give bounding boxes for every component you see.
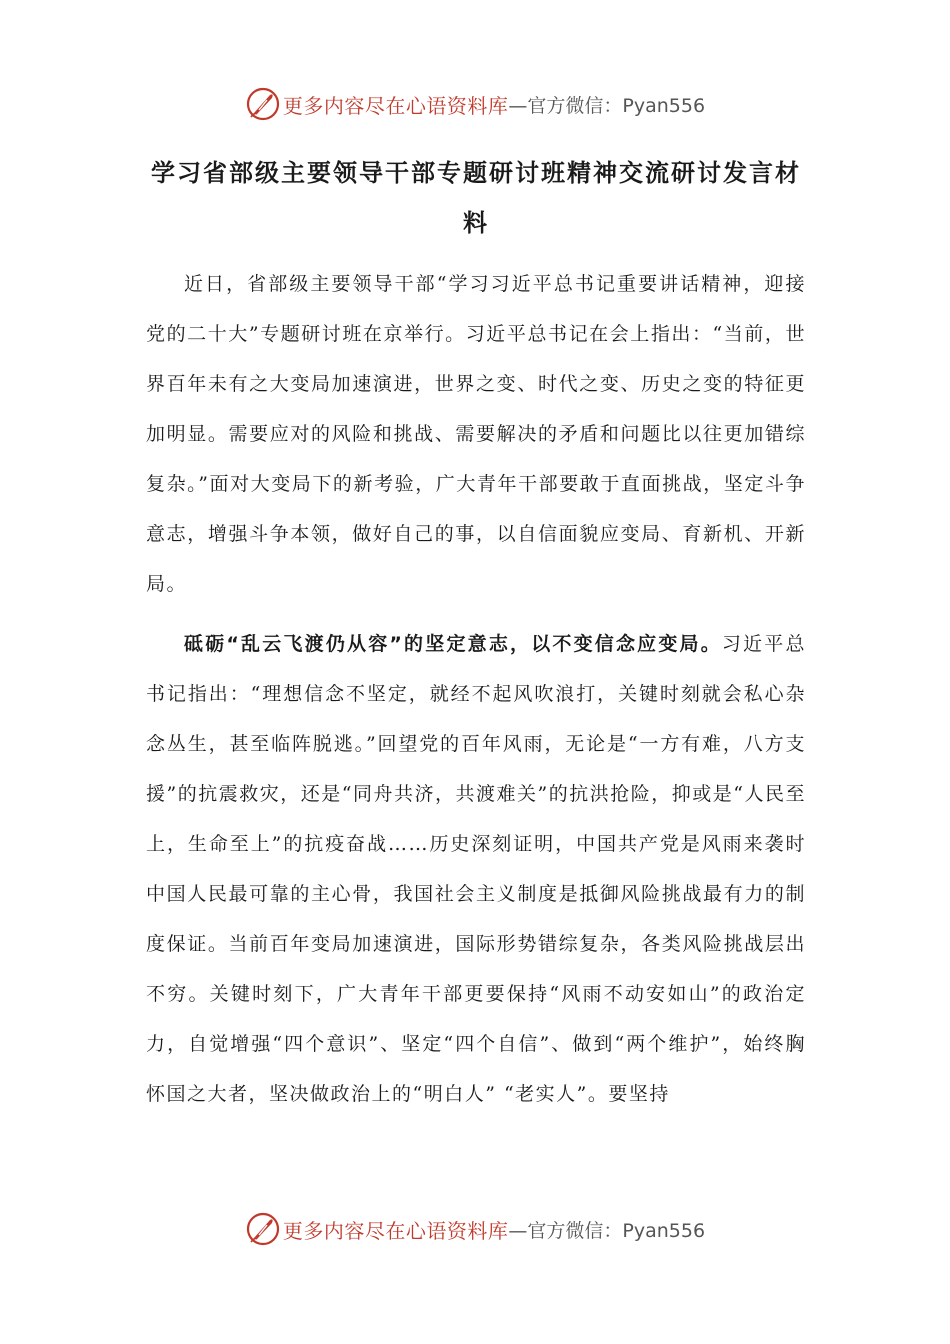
paragraph-text: 近日，省部级主要领导干部“学习习近平总书记重要讲话精神，迎接党的二十大”专题研讨班在京举行。习近平总书记在会上指出：“当前，世界百年未有之大变局加速演进，世界之变、时代之变、历史之变的特征更加明显。需要应对的风险和挑战、需要解决的矛盾和问题比以往更加错综复杂。”面对大变局下的新考验，广大青年干部要敢于直面挑战，坚定斗争意志，增强斗争本领，做好自己的事，以自信面貌应变局、育新机、开新局。 [146, 273, 806, 595]
paragraph-section-1 [146, 619, 806, 1119]
section-heading: 砥砺“乱云飞渡仍从容”的坚定意志，以不变信念应变局。 [184, 633, 722, 655]
quill-pen-icon [245, 1211, 281, 1247]
banner-contact-text: —官方微信：Pyan556 [508, 94, 706, 117]
document-body [146, 259, 806, 1129]
banner-contact-text: —官方微信：Pyan556 [508, 1219, 706, 1242]
paragraph-intro [146, 259, 806, 609]
header-banner [0, 84, 950, 124]
document-title: 学习省部级主要领导干部专题研讨班精神交流研讨发言材料 [151, 159, 801, 237]
banner-brand-text: 更多内容尽在心语资料库 [282, 1218, 509, 1243]
banner-brand-text: 更多内容尽在心语资料库 [282, 93, 509, 118]
paragraph-text: 习近平总书记指出：“理想信念不坚定，就经不起风吹浪打，关键时刻就会私心杂念丛生，甚至临阵脱逃。”回望党的百年风雨，无论是“一方有难，八方支援”的抗震救灾，还是“同舟共济，共渡难关”的抗洪抢险，抑或是“人民至上，生命至上”的抗疫奋战……历史深刻证明，中国共产党是风雨来袭时中国人民最可靠的主心骨，我国社会主义制度是抵御风险挑战最有力的制度保证。当前百年变局加速演进，国际形势错综复杂，各类风险挑战层出不穷。关键时刻下，广大青年干部更要保持“风雨不动安如山”的政治定力，自觉增强“四个意识”、坚定“四个自信”、做到“两个维护”，始终胸怀国之大者，坚决做政治上的“明白人” “老实人”。要坚持 [146, 633, 806, 1105]
footer-banner [0, 1209, 950, 1249]
quill-pen-icon [245, 86, 281, 122]
